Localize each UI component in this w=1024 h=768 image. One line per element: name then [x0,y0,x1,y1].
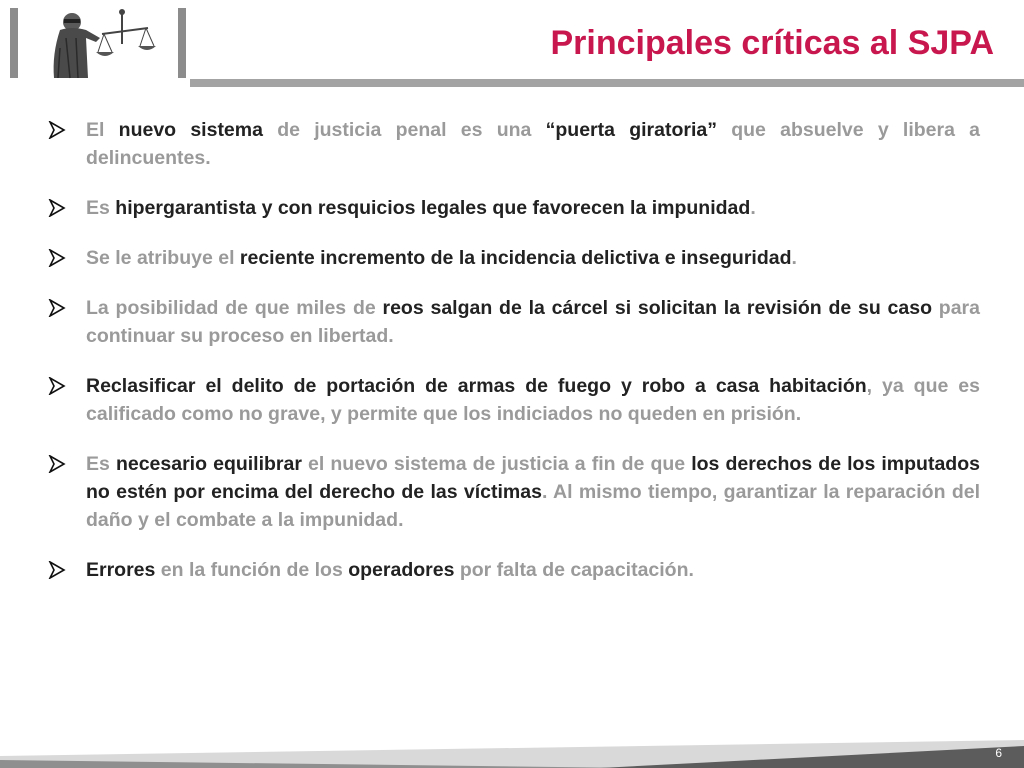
bullet-text: operadores [348,559,455,581]
bullet-text: que absuelve y libera a delincuentes. [86,119,981,169]
bullet-text: los derechos de los imputados no estén por encima del derecho de las víctimas [86,453,980,503]
bullet-text: en la función de los [155,559,349,581]
bullet-text: de justicia penal es una [262,119,546,141]
arrow-bullet-icon [48,199,66,217]
arrow-bullet-icon [48,455,66,473]
arrow-bullet-icon [48,121,66,139]
bullet-item [46,294,980,350]
bullet-text: para continuar su proceso en libertad. [86,297,980,347]
bullet-text: por falta de capacitación. [454,559,694,581]
arrow-bullet-icon [48,561,66,579]
logo-bar-left [10,8,18,78]
bullet-text: reciente incremento de la incidencia delictiva e inseguridad [239,247,792,269]
header-divider [190,79,1024,87]
bullet-text: La posibilidad de que miles de [86,297,383,319]
bullet-item [46,244,980,272]
bullet-item [46,194,980,222]
bullet-text: . [791,247,797,269]
bullet-text: Reclasificar el delito de portación de armas de fuego y robo a casa habitación [86,375,867,397]
bullet-text: nuevo sistema [118,119,263,141]
bullet-text: Es [86,453,116,475]
bullet-text: Errores [86,559,156,581]
logo-bar-right [178,8,186,78]
bullet-list [46,116,980,584]
bullet-text: necesario equilibrar [115,453,302,475]
bullet-text: Es [86,197,116,219]
bullet-text: Se le atribuye el [86,247,240,269]
bullet-item [46,116,980,172]
bullet-text: hipergarantista y con resquicios legales que favorecen la impunidad [115,197,751,219]
arrow-bullet-icon [48,377,66,395]
bullet-text: El [86,119,119,141]
bullet-text: reos salgan de la cárcel si solicitan la revisión de su caso [382,297,932,319]
page-number: 6 [995,746,1002,760]
bullet-text: . [750,197,756,219]
footer-band [0,736,1024,768]
bullet-text: . Al mismo tiempo, garantizar la reparación del daño y el combate a la impunidad. [86,481,980,531]
bullet-item [46,556,980,584]
arrow-bullet-icon [48,249,66,267]
bullet-text: , ya que es calificado como no grave, y permite que los indiciados no queden en prisión. [86,375,980,425]
bullet-item [46,372,980,428]
justice-statue-logo-icon [30,4,170,80]
bullet-text: el nuevo sistema de justicia a fin de que [301,453,692,475]
page-title: Principales críticas al SJPA [550,24,994,62]
bullet-text: “puerta giratoria” [545,119,717,141]
arrow-bullet-icon [48,299,66,317]
bullet-item [46,450,980,534]
